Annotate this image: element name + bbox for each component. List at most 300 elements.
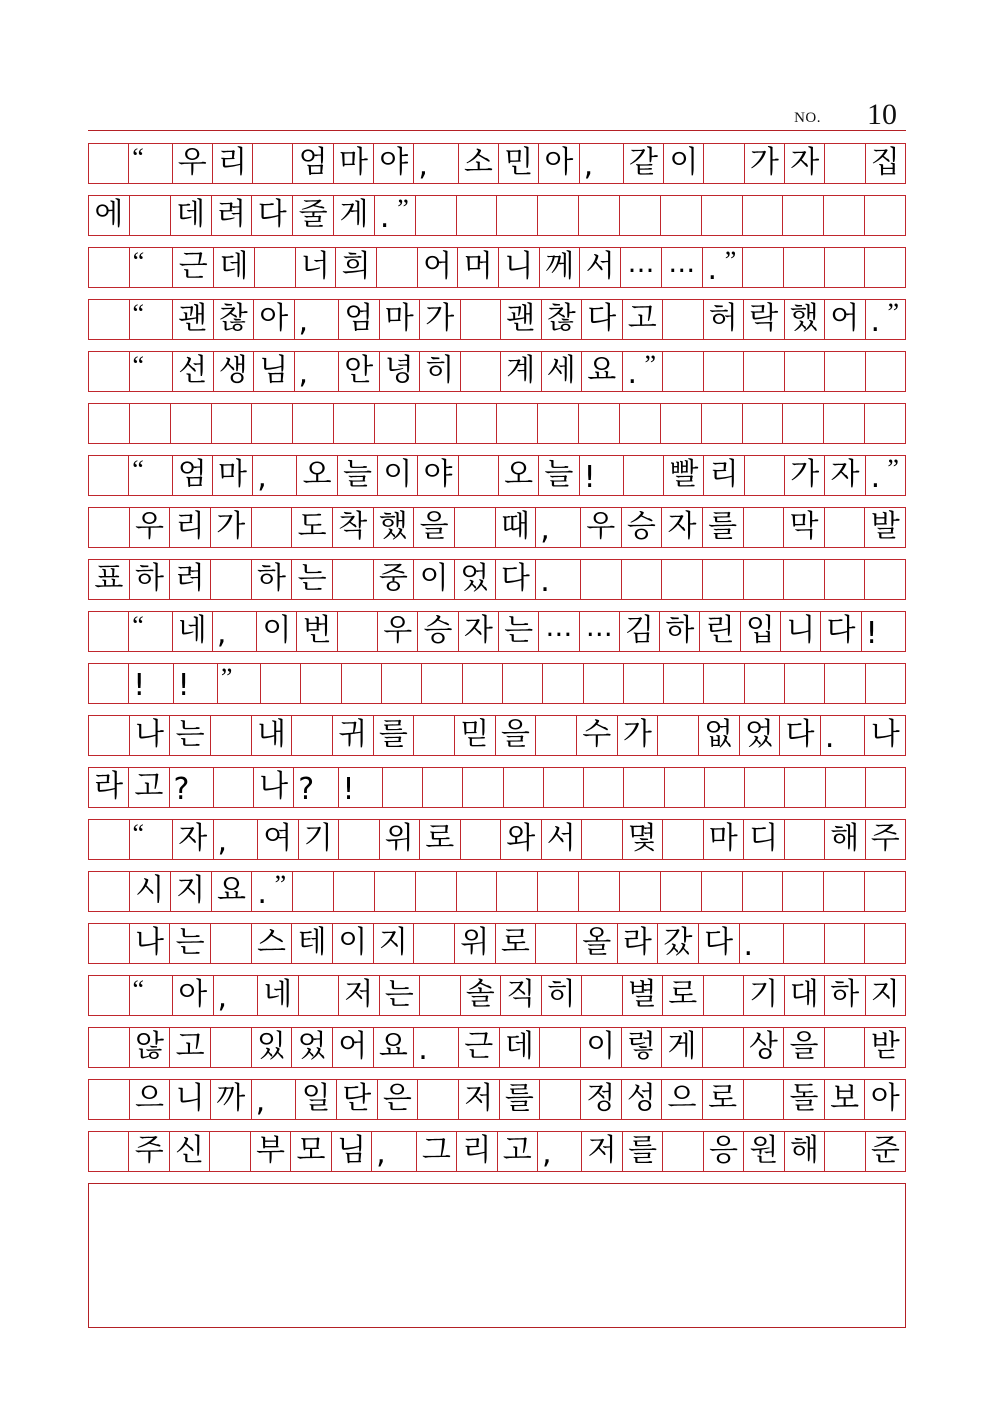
manuscript-cell-empty[interactable] xyxy=(826,768,866,807)
manuscript-cell[interactable] xyxy=(374,560,415,599)
manuscript-cell-empty[interactable] xyxy=(211,560,252,599)
manuscript-cell[interactable] xyxy=(171,196,212,235)
manuscript-cell-empty[interactable] xyxy=(704,352,745,391)
manuscript-cell[interactable] xyxy=(623,976,664,1015)
manuscript-cell[interactable] xyxy=(214,820,259,859)
manuscript-cell[interactable] xyxy=(374,924,415,963)
manuscript-cell[interactable] xyxy=(785,456,825,495)
manuscript-cell-empty[interactable] xyxy=(824,872,865,911)
manuscript-cell[interactable] xyxy=(375,196,416,235)
manuscript-cell[interactable] xyxy=(581,508,622,547)
manuscript-cell[interactable] xyxy=(785,976,826,1015)
manuscript-cell[interactable] xyxy=(89,196,130,235)
manuscript-cell[interactable] xyxy=(332,1132,372,1171)
manuscript-cell[interactable] xyxy=(623,352,664,391)
manuscript-cell[interactable] xyxy=(581,1028,622,1067)
manuscript-cell-empty[interactable] xyxy=(702,872,743,911)
manuscript-cell[interactable] xyxy=(337,1080,378,1119)
manuscript-cell[interactable] xyxy=(580,144,624,183)
manuscript-cell-empty[interactable] xyxy=(459,456,499,495)
manuscript-cell[interactable] xyxy=(414,560,455,599)
manuscript-cell-empty[interactable] xyxy=(581,560,622,599)
manuscript-cell-empty[interactable] xyxy=(463,664,503,703)
manuscript-cell-empty[interactable] xyxy=(538,196,579,235)
manuscript-cell-empty[interactable] xyxy=(375,404,416,443)
manuscript-cell[interactable] xyxy=(785,144,825,183)
manuscript-cell[interactable] xyxy=(458,248,499,287)
manuscript-cell[interactable] xyxy=(378,456,418,495)
manuscript-cell-empty[interactable] xyxy=(865,404,906,443)
manuscript-cell-empty[interactable] xyxy=(785,768,825,807)
manuscript-cell-empty[interactable] xyxy=(622,560,663,599)
manuscript-cell[interactable] xyxy=(459,144,499,183)
manuscript-cell[interactable] xyxy=(334,144,374,183)
manuscript-cell-empty[interactable] xyxy=(423,768,463,807)
manuscript-cell[interactable] xyxy=(784,1080,825,1119)
manuscript-cell-empty[interactable] xyxy=(579,872,620,911)
manuscript-cell-empty[interactable] xyxy=(543,664,583,703)
manuscript-cell-empty[interactable] xyxy=(89,1028,130,1067)
manuscript-cell[interactable] xyxy=(865,1028,906,1067)
manuscript-cell[interactable] xyxy=(744,1132,784,1171)
manuscript-cell-empty[interactable] xyxy=(540,1080,581,1119)
manuscript-cell[interactable] xyxy=(500,1028,541,1067)
manuscript-cell-empty[interactable] xyxy=(497,404,538,443)
manuscript-cell[interactable] xyxy=(662,248,703,287)
manuscript-cell-empty[interactable] xyxy=(89,248,130,287)
manuscript-cell-empty[interactable] xyxy=(377,248,418,287)
manuscript-cell-empty[interactable] xyxy=(825,352,866,391)
manuscript-cell[interactable] xyxy=(380,352,421,391)
manuscript-cell[interactable] xyxy=(211,1080,252,1119)
manuscript-cell[interactable] xyxy=(129,456,172,495)
manuscript-cell[interactable] xyxy=(295,300,340,339)
manuscript-cell[interactable] xyxy=(866,820,907,859)
manuscript-cell[interactable] xyxy=(542,820,583,859)
manuscript-cell-empty[interactable] xyxy=(624,768,664,807)
manuscript-cell[interactable] xyxy=(254,768,294,807)
manuscript-cell-empty[interactable] xyxy=(334,404,375,443)
manuscript-cell-empty[interactable] xyxy=(743,248,784,287)
manuscript-cell[interactable] xyxy=(213,612,257,651)
manuscript-cell[interactable] xyxy=(297,612,337,651)
manuscript-cell-empty[interactable] xyxy=(293,872,334,911)
manuscript-cell-empty[interactable] xyxy=(865,196,906,235)
manuscript-cell[interactable] xyxy=(339,300,380,339)
manuscript-cell-empty[interactable] xyxy=(504,768,544,807)
manuscript-cell[interactable] xyxy=(700,612,740,651)
manuscript-cell[interactable] xyxy=(336,248,377,287)
manuscript-cell[interactable] xyxy=(293,196,334,235)
manuscript-cell[interactable] xyxy=(291,1132,331,1171)
manuscript-cell-empty[interactable] xyxy=(89,820,130,859)
manuscript-cell-empty[interactable] xyxy=(745,664,785,703)
manuscript-cell-empty[interactable] xyxy=(414,716,455,755)
manuscript-cell-empty[interactable] xyxy=(865,872,906,911)
manuscript-cell[interactable] xyxy=(785,1132,825,1171)
manuscript-cell[interactable] xyxy=(173,300,214,339)
manuscript-cell[interactable] xyxy=(744,1028,785,1067)
manuscript-cell[interactable] xyxy=(380,820,421,859)
manuscript-cell[interactable] xyxy=(295,352,340,391)
manuscript-cell[interactable] xyxy=(740,716,781,755)
manuscript-cell[interactable] xyxy=(577,716,618,755)
manuscript-cell[interactable] xyxy=(253,456,297,495)
manuscript-cell-empty[interactable] xyxy=(661,872,702,911)
manuscript-cell-empty[interactable] xyxy=(825,1028,866,1067)
manuscript-cell-empty[interactable] xyxy=(703,1028,744,1067)
manuscript-cell[interactable] xyxy=(704,820,745,859)
manuscript-cell[interactable] xyxy=(218,664,261,703)
manuscript-cell[interactable] xyxy=(414,144,458,183)
manuscript-cell-empty[interactable] xyxy=(252,508,293,547)
manuscript-cell[interactable] xyxy=(170,924,211,963)
manuscript-cell-empty[interactable] xyxy=(665,768,705,807)
manuscript-cell[interactable] xyxy=(173,248,214,287)
manuscript-cell[interactable] xyxy=(174,664,218,703)
manuscript-cell[interactable] xyxy=(542,300,583,339)
manuscript-cell-empty[interactable] xyxy=(743,404,784,443)
manuscript-cell[interactable] xyxy=(496,716,537,755)
manuscript-cell-empty[interactable] xyxy=(784,560,825,599)
manuscript-cell[interactable] xyxy=(173,612,213,651)
manuscript-cell[interactable] xyxy=(252,1080,297,1119)
manuscript-cell[interactable] xyxy=(455,716,496,755)
manuscript-cell-empty[interactable] xyxy=(457,196,498,235)
manuscript-cell[interactable] xyxy=(129,144,172,183)
manuscript-cell[interactable] xyxy=(745,144,785,183)
manuscript-cell[interactable] xyxy=(862,612,906,651)
manuscript-cell[interactable] xyxy=(499,456,539,495)
manuscript-cell[interactable] xyxy=(129,664,173,703)
manuscript-cell[interactable] xyxy=(129,612,172,651)
manuscript-cell-empty[interactable] xyxy=(214,768,254,807)
manuscript-cell[interactable] xyxy=(580,612,620,651)
manuscript-cell-empty[interactable] xyxy=(455,508,496,547)
manuscript-cell-empty[interactable] xyxy=(744,352,785,391)
manuscript-cell[interactable] xyxy=(333,508,374,547)
manuscript-cell[interactable] xyxy=(333,716,374,755)
manuscript-cell[interactable] xyxy=(339,352,380,391)
manuscript-cell[interactable] xyxy=(621,248,662,287)
manuscript-cell-empty[interactable] xyxy=(662,560,703,599)
manuscript-cell-empty[interactable] xyxy=(866,768,906,807)
manuscript-cell-empty[interactable] xyxy=(130,404,171,443)
manuscript-cell[interactable] xyxy=(418,248,459,287)
manuscript-cell-empty[interactable] xyxy=(866,664,906,703)
manuscript-cell[interactable] xyxy=(170,508,211,547)
manuscript-cell-empty[interactable] xyxy=(538,404,579,443)
manuscript-cell-empty[interactable] xyxy=(783,196,824,235)
manuscript-cell[interactable] xyxy=(499,144,539,183)
manuscript-cell[interactable] xyxy=(618,716,659,755)
manuscript-cell-empty[interactable] xyxy=(89,352,130,391)
manuscript-cell[interactable] xyxy=(499,612,539,651)
manuscript-cell-empty[interactable] xyxy=(253,144,293,183)
manuscript-cell[interactable] xyxy=(660,612,700,651)
manuscript-cell[interactable] xyxy=(170,1080,211,1119)
manuscript-cell[interactable] xyxy=(130,352,174,391)
manuscript-cell[interactable] xyxy=(580,248,621,287)
manuscript-cell[interactable] xyxy=(171,872,212,911)
manuscript-cell-empty[interactable] xyxy=(461,820,502,859)
manuscript-cell-empty[interactable] xyxy=(416,404,457,443)
manuscript-cell[interactable] xyxy=(130,248,174,287)
manuscript-cell-empty[interactable] xyxy=(703,560,744,599)
manuscript-cell-empty[interactable] xyxy=(418,1080,459,1119)
manuscript-cell-empty[interactable] xyxy=(338,612,378,651)
manuscript-cell[interactable] xyxy=(418,612,458,651)
manuscript-cell[interactable] xyxy=(744,300,785,339)
manuscript-cell[interactable] xyxy=(825,820,866,859)
manuscript-cell[interactable] xyxy=(414,1028,459,1067)
manuscript-cell-empty[interactable] xyxy=(624,456,664,495)
manuscript-cell-empty[interactable] xyxy=(299,976,340,1015)
manuscript-cell[interactable] xyxy=(501,820,542,859)
manuscript-cell[interactable] xyxy=(866,1132,906,1171)
manuscript-cell[interactable] xyxy=(214,976,259,1015)
manuscript-cell-empty[interactable] xyxy=(866,352,907,391)
manuscript-cell[interactable] xyxy=(292,508,333,547)
manuscript-cell-empty[interactable] xyxy=(89,508,130,547)
manuscript-cell[interactable] xyxy=(536,508,581,547)
manuscript-cell[interactable] xyxy=(496,924,537,963)
manuscript-cell[interactable] xyxy=(417,1132,457,1171)
manuscript-cell[interactable] xyxy=(130,924,171,963)
manuscript-cell-empty[interactable] xyxy=(825,248,866,287)
manuscript-cell[interactable] xyxy=(623,820,664,859)
manuscript-cell[interactable] xyxy=(333,1028,374,1067)
manuscript-cell[interactable] xyxy=(866,976,907,1015)
manuscript-cell-empty[interactable] xyxy=(130,196,171,235)
manuscript-cell[interactable] xyxy=(740,924,785,963)
manuscript-cell[interactable] xyxy=(623,1132,663,1171)
manuscript-cell-empty[interactable] xyxy=(89,404,130,443)
manuscript-cell-empty[interactable] xyxy=(702,196,743,235)
manuscript-cell-empty[interactable] xyxy=(293,404,334,443)
manuscript-cell[interactable] xyxy=(378,1080,419,1119)
manuscript-cell[interactable] xyxy=(378,612,418,651)
manuscript-cell-empty[interactable] xyxy=(784,924,825,963)
manuscript-cell[interactable] xyxy=(254,300,295,339)
manuscript-cell-empty[interactable] xyxy=(865,560,906,599)
manuscript-cell-empty[interactable] xyxy=(584,664,624,703)
manuscript-cell-empty[interactable] xyxy=(620,872,661,911)
manuscript-cell[interactable] xyxy=(380,976,421,1015)
manuscript-cell[interactable] xyxy=(582,300,623,339)
manuscript-cell-empty[interactable] xyxy=(536,924,577,963)
manuscript-cell-empty[interactable] xyxy=(89,456,129,495)
manuscript-cell[interactable] xyxy=(662,1080,703,1119)
manuscript-cell[interactable] xyxy=(865,1080,906,1119)
manuscript-cell[interactable] xyxy=(251,1132,291,1171)
manuscript-cell[interactable] xyxy=(501,300,542,339)
manuscript-cell-empty[interactable] xyxy=(705,768,745,807)
manuscript-cell-empty[interactable] xyxy=(383,768,423,807)
manuscript-cell-empty[interactable] xyxy=(463,768,503,807)
manuscript-cell-empty[interactable] xyxy=(301,664,341,703)
manuscript-cell-empty[interactable] xyxy=(89,300,130,339)
manuscript-cell-empty[interactable] xyxy=(825,1132,865,1171)
manuscript-cell[interactable] xyxy=(129,1132,169,1171)
manuscript-cell[interactable] xyxy=(372,1132,416,1171)
manuscript-cell-empty[interactable] xyxy=(784,248,825,287)
manuscript-cell[interactable] xyxy=(784,1028,825,1067)
manuscript-cell-empty[interactable] xyxy=(743,872,784,911)
manuscript-cell[interactable] xyxy=(252,716,293,755)
manuscript-cell[interactable] xyxy=(496,508,537,547)
manuscript-cell-empty[interactable] xyxy=(825,144,865,183)
manuscript-cell[interactable] xyxy=(213,144,253,183)
manuscript-cell[interactable] xyxy=(252,560,293,599)
manuscript-cell-empty[interactable] xyxy=(89,144,129,183)
manuscript-cell[interactable] xyxy=(704,456,744,495)
manuscript-cell-empty[interactable] xyxy=(824,196,865,235)
manuscript-cell[interactable] xyxy=(292,1028,333,1067)
manuscript-cell-empty[interactable] xyxy=(785,664,825,703)
manuscript-cell[interactable] xyxy=(741,612,781,651)
manuscript-cell-empty[interactable] xyxy=(544,768,584,807)
manuscript-cell-empty[interactable] xyxy=(579,196,620,235)
manuscript-cell[interactable] xyxy=(664,456,704,495)
manuscript-cell[interactable] xyxy=(704,1132,744,1171)
manuscript-cell[interactable] xyxy=(130,976,174,1015)
manuscript-cell-empty[interactable] xyxy=(744,560,785,599)
manuscript-cell[interactable] xyxy=(334,196,375,235)
manuscript-cell[interactable] xyxy=(339,976,380,1015)
manuscript-cell[interactable] xyxy=(540,248,581,287)
manuscript-cell[interactable] xyxy=(622,508,663,547)
manuscript-cell-empty[interactable] xyxy=(743,196,784,235)
manuscript-cell-empty[interactable] xyxy=(211,716,252,755)
manuscript-cell[interactable] xyxy=(292,560,333,599)
manuscript-cell[interactable] xyxy=(582,1132,622,1171)
manuscript-cell[interactable] xyxy=(374,144,414,183)
manuscript-cell[interactable] xyxy=(173,352,214,391)
manuscript-cell-empty[interactable] xyxy=(825,560,866,599)
manuscript-cell-empty[interactable] xyxy=(664,664,704,703)
manuscript-cell[interactable] xyxy=(459,612,499,651)
manuscript-cell[interactable] xyxy=(420,352,461,391)
manuscript-cell-empty[interactable] xyxy=(457,872,498,911)
manuscript-cell[interactable] xyxy=(496,560,537,599)
manuscript-cell-empty[interactable] xyxy=(582,976,623,1015)
manuscript-cell[interactable] xyxy=(257,612,297,651)
manuscript-cell[interactable] xyxy=(296,1080,337,1119)
manuscript-cell[interactable] xyxy=(214,352,255,391)
manuscript-cell[interactable] xyxy=(130,1028,171,1067)
manuscript-cell[interactable] xyxy=(374,716,415,755)
manuscript-cell-empty[interactable] xyxy=(339,820,380,859)
manuscript-cell[interactable] xyxy=(821,716,866,755)
manuscript-cell-empty[interactable] xyxy=(785,352,826,391)
manuscript-cell-empty[interactable] xyxy=(457,404,498,443)
manuscript-cell[interactable] xyxy=(542,976,583,1015)
manuscript-cell[interactable] xyxy=(130,820,174,859)
manuscript-cell[interactable] xyxy=(130,508,171,547)
manuscript-cell-empty[interactable] xyxy=(211,924,252,963)
manuscript-cell-empty[interactable] xyxy=(89,612,129,651)
manuscript-cell[interactable] xyxy=(214,300,255,339)
manuscript-cell[interactable] xyxy=(866,300,907,339)
manuscript-cell-empty[interactable] xyxy=(663,820,704,859)
manuscript-cell-empty[interactable] xyxy=(171,404,212,443)
manuscript-cell-empty[interactable] xyxy=(375,872,416,911)
manuscript-cell[interactable] xyxy=(699,924,740,963)
manuscript-cell[interactable] xyxy=(538,1132,582,1171)
manuscript-cell[interactable] xyxy=(173,144,213,183)
manuscript-cell-empty[interactable] xyxy=(89,976,130,1015)
manuscript-cell[interactable] xyxy=(622,1028,663,1067)
manuscript-cell[interactable] xyxy=(781,612,821,651)
manuscript-cell[interactable] xyxy=(865,716,906,755)
manuscript-cell-empty[interactable] xyxy=(584,768,624,807)
manuscript-cell[interactable] xyxy=(130,300,174,339)
manuscript-cell-empty[interactable] xyxy=(211,1028,252,1067)
manuscript-cell-empty[interactable] xyxy=(334,872,375,911)
manuscript-cell[interactable] xyxy=(299,820,340,859)
manuscript-cell-empty[interactable] xyxy=(89,872,130,911)
manuscript-cell[interactable] xyxy=(623,300,664,339)
manuscript-cell[interactable] xyxy=(459,1028,500,1067)
manuscript-cell[interactable] xyxy=(212,196,253,235)
manuscript-cell[interactable] xyxy=(173,456,213,495)
manuscript-cell[interactable] xyxy=(457,1132,497,1171)
manuscript-cell-empty[interactable] xyxy=(825,508,866,547)
manuscript-cell-empty[interactable] xyxy=(416,872,457,911)
manuscript-cell-empty[interactable] xyxy=(210,1132,250,1171)
manuscript-cell[interactable] xyxy=(662,508,703,547)
manuscript-cell[interactable] xyxy=(170,560,211,599)
manuscript-cell[interactable] xyxy=(536,560,581,599)
manuscript-cell-empty[interactable] xyxy=(624,664,664,703)
manuscript-cell[interactable] xyxy=(664,144,704,183)
manuscript-cell-empty[interactable] xyxy=(422,664,462,703)
manuscript-cell[interactable] xyxy=(130,716,171,755)
manuscript-cell[interactable] xyxy=(622,1080,663,1119)
manuscript-cell[interactable] xyxy=(296,248,337,287)
manuscript-cell-empty[interactable] xyxy=(420,976,461,1015)
manuscript-cell[interactable] xyxy=(501,976,542,1015)
manuscript-cell-empty[interactable] xyxy=(579,404,620,443)
manuscript-cell[interactable] xyxy=(501,352,542,391)
manuscript-cell[interactable] xyxy=(780,716,821,755)
manuscript-cell[interactable] xyxy=(339,768,383,807)
manuscript-cell[interactable] xyxy=(459,1080,500,1119)
manuscript-cell[interactable] xyxy=(500,1080,541,1119)
manuscript-cell[interactable] xyxy=(173,820,214,859)
manuscript-cell-empty[interactable] xyxy=(745,768,785,807)
manuscript-cell[interactable] xyxy=(577,924,618,963)
manuscript-cell-empty[interactable] xyxy=(825,924,866,963)
manuscript-cell[interactable] xyxy=(297,456,337,495)
manuscript-cell-empty[interactable] xyxy=(342,664,382,703)
manuscript-cell-empty[interactable] xyxy=(497,872,538,911)
manuscript-cell-empty[interactable] xyxy=(461,300,502,339)
manuscript-cell[interactable] xyxy=(89,768,129,807)
manuscript-cell[interactable] xyxy=(663,976,704,1015)
manuscript-cell[interactable] xyxy=(620,612,660,651)
manuscript-cell[interactable] xyxy=(130,872,171,911)
manuscript-cell[interactable] xyxy=(821,612,861,651)
manuscript-cell[interactable] xyxy=(213,456,253,495)
manuscript-cell[interactable] xyxy=(130,1080,171,1119)
manuscript-cell[interactable] xyxy=(89,560,130,599)
manuscript-cell[interactable] xyxy=(252,924,293,963)
manuscript-cell[interactable] xyxy=(292,924,333,963)
manuscript-cell[interactable] xyxy=(703,508,744,547)
manuscript-cell[interactable] xyxy=(581,1080,622,1119)
